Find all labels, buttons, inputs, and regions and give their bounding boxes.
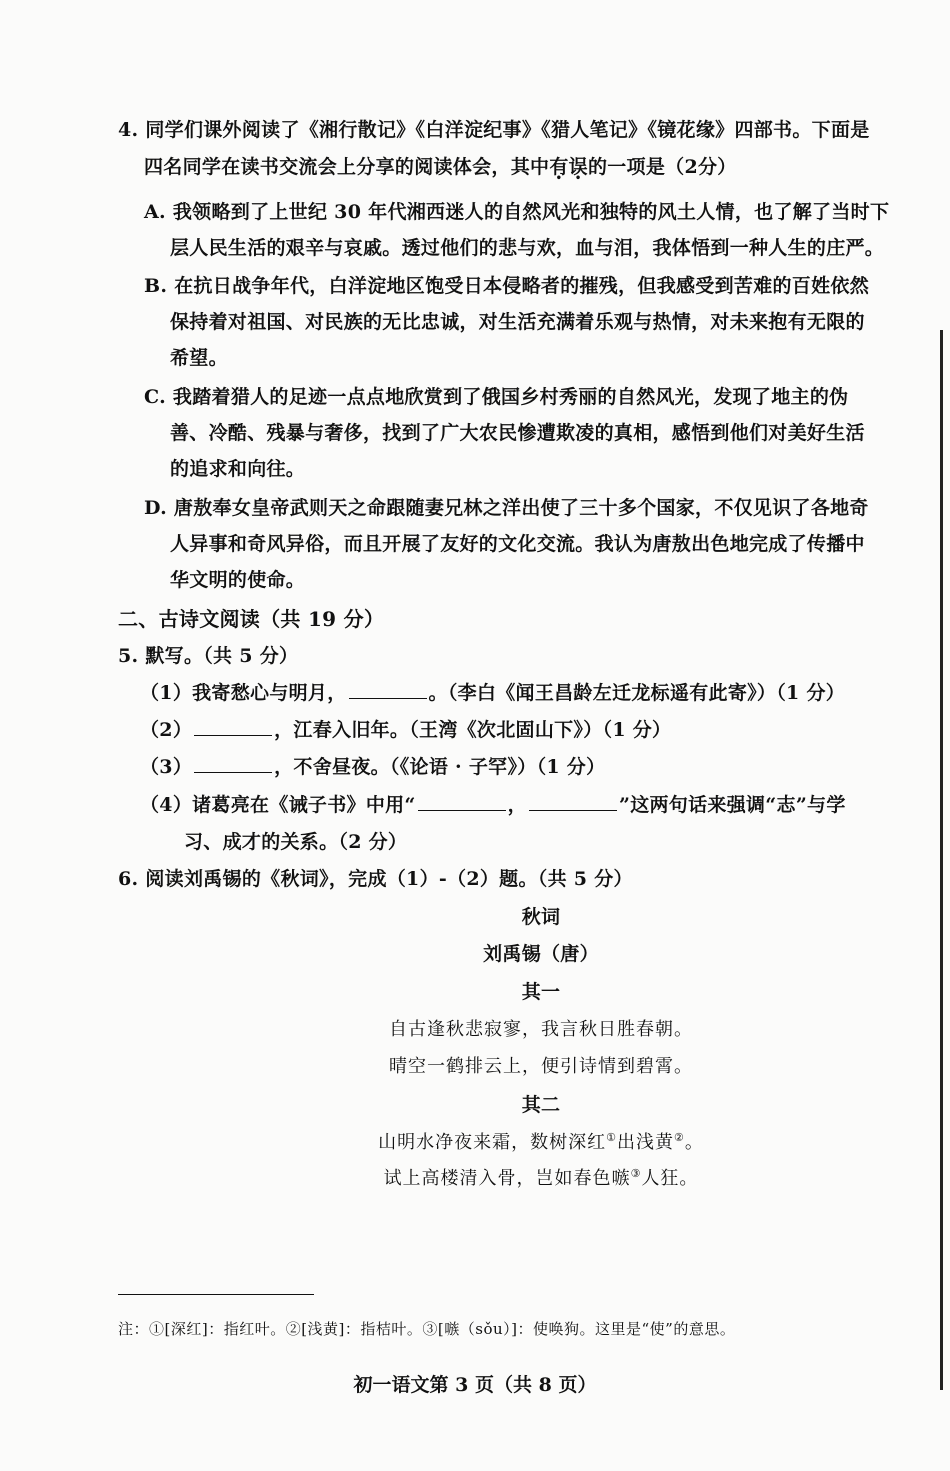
q4-option-a-line1: A. 我领略到了上世纪 30 年代湘西迷人的自然风光和独特的风土人情，也了解了当时下 [144, 201, 890, 223]
q4-option-c-line3: 的追求和向往。 [170, 458, 306, 480]
section-title: 二、古诗文阅读（共 19 分） [118, 607, 385, 631]
q4-option-b-line1: B. 在抗日战争年代，白洋淀地区饱受日本侵略者的摧残，但我感受到苦难的百姓依然 [144, 275, 869, 297]
poem-part2-line1 [0, 1130, 950, 1156]
q5-item-2-text-b: ，江春入旧年。（王湾《次北固山下》）（1 分） [274, 719, 672, 741]
q4-option-d-line3: 华文明的使命。 [170, 569, 306, 591]
poem-part2-line2-b: 人狂。 [641, 1168, 699, 1189]
scan-edge-divider [940, 330, 943, 1390]
poem-part2-line1-b: 出浅黄 [617, 1132, 674, 1153]
q5-item-3-text-a: （3） [140, 756, 193, 778]
poem-author: 刘禹锡（唐） [483, 943, 599, 965]
q5-stem: 5. 默写。（共 5 分） [118, 645, 299, 667]
q4-option-b-line3: 希望。 [170, 347, 228, 369]
footnote-divider [118, 1294, 314, 1295]
q4-option-b-line2: 保持着对祖国、对民族的无比忠诚，对生活充满着乐观与热情，对未来抱有无限的 [170, 311, 865, 333]
poem-part2-line1-a: 山明水净夜来霜，数树深红 [378, 1132, 607, 1153]
emphasis-mark-wu: 误 [568, 156, 588, 178]
q5-item-4-text-b: ”这两句话来强调“志”与学 [618, 794, 846, 816]
q5-item-2 [140, 717, 671, 743]
footnote-marker-2: ② [674, 1131, 685, 1144]
poem-part2-line2 [0, 1166, 950, 1192]
q5-item-4-line2: 习、成才的关系。（2 分） [184, 831, 408, 853]
q5-item-4-comma: ， [507, 794, 527, 816]
q4-stem-text-b: 的一项是（2分） [587, 156, 737, 178]
q5-item-3-text-b: ，不舍昼夜。（《论语 · 子罕》）（1 分） [274, 756, 606, 778]
footnote-marker-3: ③ [630, 1167, 642, 1180]
q5-item-1-text-b: 。（李白《闻王昌龄左迁龙标遥有此寄》）（1 分） [428, 682, 846, 704]
answer-blank[interactable] [349, 680, 427, 699]
q5-item-1 [140, 680, 845, 706]
emphasis-mark-you: 有 [549, 156, 569, 178]
answer-blank[interactable] [194, 717, 272, 736]
q4-stem-line2 [144, 154, 737, 180]
q4-option-d-line1: D. 唐敖奉女皇帝武则天之命跟随妻兄林之洋出使了三十多个国家，不仅见识了各地奇 [144, 497, 869, 519]
q4-option-a-line2: 层人民生活的艰辛与哀戚。透过他们的悲与欢，血与泪，我体悟到一种人生的庄严。 [170, 237, 885, 259]
q5-item-4-text-a: （4）诸葛亮在《诫子书》中用“ [140, 794, 416, 816]
poem-part2-line1-c: 。 [684, 1132, 704, 1153]
q4-option-c-line2: 善、冷酷、残暴与奢侈，找到了广大农民惨遭欺凌的真相，感悟到他们对美好生活 [170, 422, 865, 444]
q5-item-4 [140, 792, 846, 818]
q5-item-2-text-a: （2） [140, 719, 193, 741]
poem-part1-title: 其一 [521, 981, 561, 1003]
poem-part2-title: 其二 [521, 1094, 561, 1116]
poem-part1-line1: 自古逢秋悲寂寥，我言秋日胜春朝。 [389, 1019, 693, 1040]
poem-title: 秋词 [521, 906, 561, 928]
poem-part2-line2-a: 试上高楼清入骨，岂如春色嗾 [383, 1168, 631, 1189]
q6-stem: 6. 阅读刘禹锡的《秋词》，完成（1）-（2）题。（共 5 分） [118, 868, 633, 890]
poem-part1-line2: 晴空一鹤排云上，便引诗情到碧霄。 [389, 1056, 693, 1077]
q4-option-c-line1: C. 我踏着猎人的足迹一点点地欣赏到了俄国乡村秀丽的自然风光，发现了地主的伪 [144, 386, 849, 408]
page-footer: 初一语文第 3 页（共 8 页） [353, 1374, 597, 1396]
answer-blank[interactable] [418, 792, 506, 811]
q4-stem-line1: 4. 同学们课外阅读了《湘行散记》《白洋淀纪事》《猎人笔记》《镜花缘》四部书。下面是 [118, 119, 870, 141]
q5-item-1-text-a: （1）我寄愁心与明月， [140, 682, 347, 704]
answer-blank[interactable] [529, 792, 617, 811]
answer-blank[interactable] [194, 754, 272, 773]
q4-stem-text-a: 四名同学在读书交流会上分享的阅读体会，其中 [144, 156, 550, 178]
q4-option-d-line2: 人异事和奇风异俗，而且开展了友好的文化交流。我认为唐敖出色地完成了传播中 [170, 533, 865, 555]
q5-item-3 [140, 754, 605, 780]
footnote: 注：①[深红]：指红叶。②[浅黄]：指桔叶。③[嗾（sǒu）]：使唤狗。这里是“使”的意思。 [118, 1320, 736, 1338]
footnote-marker-1: ① [606, 1131, 617, 1144]
